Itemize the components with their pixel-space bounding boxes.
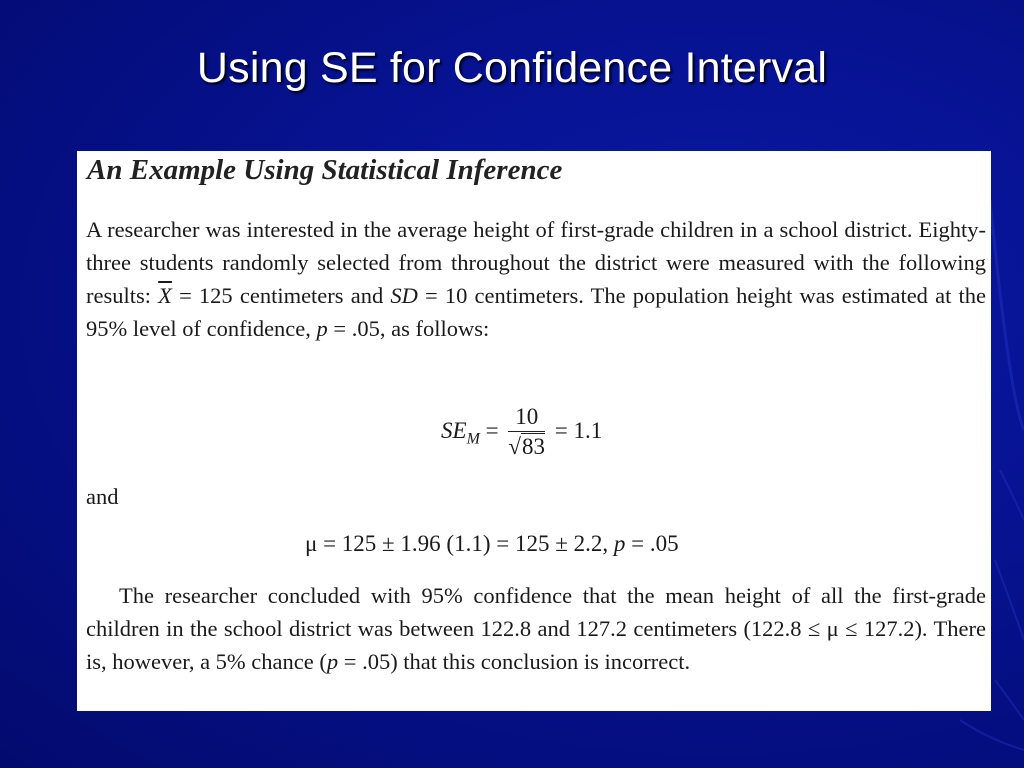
- equation-standard-error: [441, 403, 602, 462]
- fraction-denominator: [508, 432, 545, 462]
- paragraph-conclusion: [86, 579, 986, 678]
- xbar-symbol: $\overline{X}$: [158, 283, 172, 308]
- paragraph-intro-part3: = 10 centimeters. The population height was estimated at the 95% level of confidence,: [86, 283, 986, 341]
- fraction: [508, 403, 545, 462]
- radical-sign: √: [508, 434, 521, 459]
- p-value: = .05: [625, 531, 679, 556]
- paragraph-conclusion-part2: = .05) that this conclusion is incorrect.: [338, 649, 691, 674]
- equation-result: = 1.1: [549, 417, 603, 443]
- paragraph-conclusion-part1: The researcher concluded with 95% confidence that the mean height of all the first-grade children in the school district was between 122.8 and 127.2 centimeters (122.8 ≤ μ ≤ 127.2). There is, however, a 5% chance (: [86, 583, 986, 674]
- sd-symbol: SD: [390, 283, 418, 308]
- fraction-numerator: 10: [508, 403, 545, 432]
- se-symbol: SE: [441, 417, 467, 443]
- document-heading: An Example Using Statistical Inference: [87, 154, 563, 186]
- radicand: 83: [522, 434, 545, 459]
- and-text: and: [86, 484, 119, 509]
- equation-ci-text: μ = 125 ± 1.96 (1.1) = 125 ± 2.2,: [305, 531, 614, 556]
- p-symbol: p: [316, 316, 328, 341]
- paragraph-intro-part4: = .05, as follows:: [327, 316, 490, 341]
- paragraph-intro-part2: = 125 centimeters and: [171, 283, 391, 308]
- paragraph-intro-part1: A researcher was interested in the average height of first-grade children in a school district. Eighty-three students randomly selected from throughout the district were measured with the following results:: [86, 217, 986, 308]
- slide-title: Using SE for Confidence Interval: [196, 44, 828, 92]
- p-symbol: p: [613, 531, 626, 556]
- equation-confidence-interval: [305, 531, 679, 557]
- document-image: [77, 151, 991, 711]
- se-subscript: M: [466, 430, 480, 448]
- equals-sign: =: [479, 417, 505, 443]
- p-symbol: p: [326, 649, 339, 674]
- paragraph-intro: [86, 213, 986, 345]
